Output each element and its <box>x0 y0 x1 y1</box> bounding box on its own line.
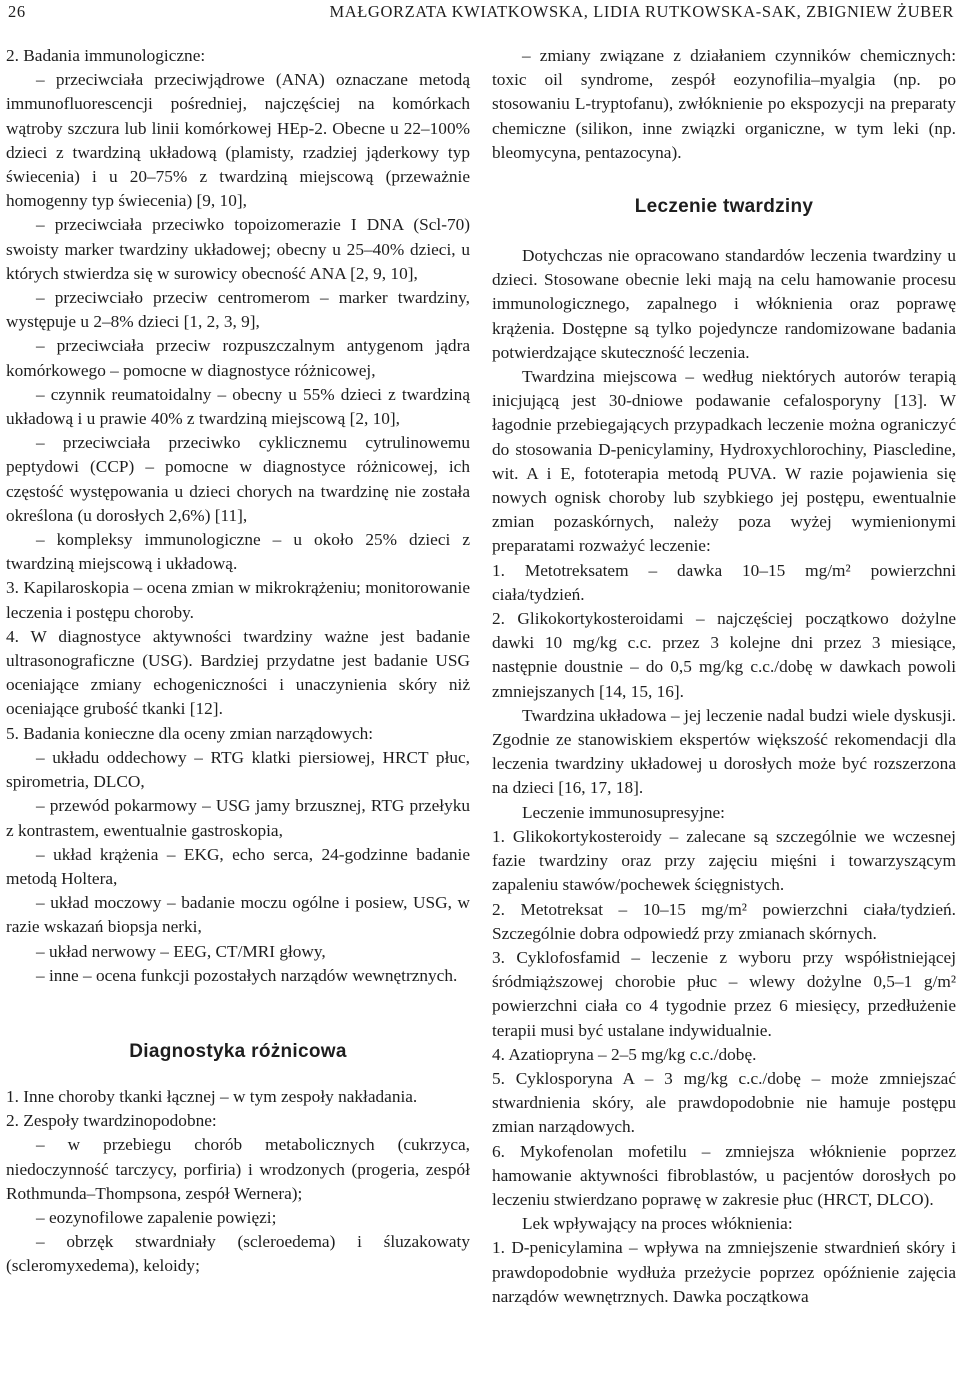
paragraph: 4. W diagnostyce aktywności twardziny ważne jest badanie ultrasonograficzne (USG). Bardziej przydatne jest badanie USG oceniające zmiany echogeniczności i unaczynienia skóry niż oceniające grubość tkanki [12]. <box>6 626 470 719</box>
section-heading: Diagnostyka różnicowa <box>129 1040 347 1062</box>
list-item: – przewód pokarmowy – USG jamy brzusznej, RTG przełyku z kontrastem, ewentualnie gastroskopia, <box>6 796 470 840</box>
list-item: – inne – ocena funkcji pozostałych narządów wewnętrznych. <box>36 965 458 985</box>
list-item: – układu oddechowy – RTG klatki piersiowej, HRCT płuc, spirometria, DLCO, <box>6 747 470 792</box>
list-item: 1. D-penicylamina – wpływa na zmniejszenie stwardnień skóry i prawdopodobnie wydłuża przeżycie poprzez opóźnienie zajęcia narządów wewnętrznych. Dawka początkowa <box>492 1238 956 1306</box>
left-column <box>6 44 470 1279</box>
list-item: 3. Cyklofosfamid – leczenie z wyboru przy współistniejącej śródmiąższowej chorobie płuc – wlewy dożylne 0,5–1 g/m² powierzchni ciała co 4 tygodnie przez 6 miesięcy, przedłużenie terapii musi być ustalane indywidualnie. <box>492 947 956 1040</box>
list-item: 2. Glikokortykosteroidami – najczęściej początkowo dożylne dawki 10 mg/kg c.c. przez 3 kolejne dni przez 3 miesiące, następnie doustnie – do 0,5 mg/kg c.c./dobę w dawkach powoli zmniejszanych [14, 15, 16]. <box>492 609 956 701</box>
running-header <box>8 2 954 24</box>
paragraph: 2. Zespoły twardzinopodobne: <box>6 1111 217 1131</box>
list-item: 1. Glikokortykosteroidy – zalecane są szczególnie we wczesnej fazie twardziny oraz przy zajęciu mięśni i towarzyszącym zapaleniu stawów/pochewek ścięgnistych. <box>492 826 956 895</box>
list-item: – czynnik reumatoidalny – obecny u 55% dzieci z twardziną układową i u prawie 40% z twardziną miejscową [2, 10], <box>6 384 470 429</box>
section-heading: Leczenie twardziny <box>634 196 814 218</box>
list-item: – kompleksy immunologiczne – u około 25% dzieci z twardziną miejscową i układową. <box>6 530 470 574</box>
paragraph: Dotychczas nie opracowano standardów leczenia twardziny u dzieci. Stosowane obecnie leki mają na celu hamowanie procesu immunologicznego, zapalnego i włóknienia oraz poprawę krążenia. Dostępne są tylko pojedyncze randomizowane badania potwierdzające skuteczność leczenia. <box>492 246 956 362</box>
list-item: – przeciwciała przeciw rozpuszczalnym antygenom jądra komórkowego – pomocne w diagnostyce różnicowej, <box>6 336 470 380</box>
list-item: – w przebiegu chorób metabolicznych (cukrzyca, niedoczynność tarczycy, porfiria) i wrodzonych (progeria, zespół Rothmunda–Thompsona, zespół Wernera); <box>6 1135 470 1203</box>
list-item: 1. Metotreksatem – dawka 10–15 mg/m² powierzchni ciała/tydzień. <box>492 560 956 604</box>
list-item: – układ moczowy – badanie moczu ogólne i posiew, USG, w razie wskazań biopsja nerki, <box>6 893 470 937</box>
paragraph: Lek wpływający na proces włóknienia: <box>522 1214 793 1234</box>
list-item: – układ nerwowy – EEG, CT/MRI głowy, <box>36 941 326 961</box>
page-number: 26 <box>8 2 26 21</box>
list-item: – zmiany związane z działaniem czynników chemicznych: toxic oil syndrome, zespół eozynofilia–myalgia (np. po stosowaniu L-tryptofanu), zwłóknienie po ekspozycji na preparaty chemiczne (silikon, inne związki organiczne, w tym leki (np. bleomycyna, pentazocyna). <box>492 46 956 162</box>
list-item: 4. Azatiopryna – 2–5 mg/kg c.c./dobę. <box>492 1044 757 1064</box>
list-item: – przeciwciała przeciwjądrowe (ANA) oznaczane metodą immunofluorescencji pośredniej, najczęściej na komórkach wątroby szczura lub linii komórkowej HEp-2. Obecne u 22–100% dzieci z twardziną układową (plamisty, rzadziej jąderkowy typ świecenia) i u 20–75% z twardziną miejscową (przeważnie homogenny typ świecenia) [9, 10], <box>6 70 470 211</box>
paragraph: 1. Inne choroby tkanki łącznej – w tym zespoły nakładania. <box>6 1086 418 1106</box>
list-item: – przeciwciała przeciwko topoizomerazie I DNA (Scl-70) swoisty marker twardziny układowej; obecny u 25–40% dzieci, u których stwierdza się w surowicy obecność ANA [2, 9, 10], <box>6 215 470 283</box>
right-column <box>492 44 956 1309</box>
list-item: – przeciwciała przeciwko cyklicznemu cytrulinowemu peptydowi (CCP) – pomocne w diagnostyce różnicowej, ich częstość występowania u dzieci chorych na twardzinę nie została określona (u dorosłych 2,6%) [11], <box>6 433 470 525</box>
list-item: 6. Mykofenolan mofetilu – zmniejsza włóknienie poprzez hamowanie aktywności fibroblastów, u pacjentów dorosłych po leczeniu stwierdzano poprawę w zakresie płuc (HRCT, DLCO). <box>492 1141 956 1209</box>
paragraph: 5. Badania konieczne dla oceny zmian narządowych: <box>6 723 374 743</box>
list-item: – przeciwciało przeciw centromerom – marker twardziny, występuje u 2–8% dzieci [1, 2, 3, 9], <box>6 288 470 332</box>
list-item: 5. Cyklosporyna A – 3 mg/kg c.c./dobę – może zmniejszać stwardnienia skóry, ale prawdopodobnie nie hamuje postępu zmian narządowych. <box>492 1068 956 1137</box>
list-item: 2. Metotreksat – 10–15 mg/m² powierzchni ciała/tydzień. Szczególnie dobra odpowiedź przy zmianach skórnych. <box>492 899 956 943</box>
paragraph: Twardzina miejscowa – według niektórych autorów terapią inicjującą jest 30-dniowe podawanie cefalosporyny [13]. W łagodnie przebiegających przypadkach leczenie można ograniczyć do stosowania D-penicylaminy, Hydroxychlorochiny, Piascledine, wit. A i E, fototerapia metodą PUVA. W razie pojawienia się nowych ognisk choroby lub szybkiego jej postępu, ewentualnie zmian pozaskórnych, należy poza wyżej wymienionymi preparatami rozważyć leczenie: <box>492 367 956 556</box>
paragraph: 2. Badania immunologiczne: <box>6 46 206 65</box>
paragraph: Leczenie immunosupresyjne: <box>522 802 725 822</box>
running-header-authors: MAŁGORZATA KWIATKOWSKA, LIDIA RUTKOWSKA-SAK, ZBIGNIEW ŻUBER <box>329 2 954 21</box>
list-item: – obrzęk stwardniały (scleroedema) i śluzakowaty (scleromyxedema), keloidy; <box>6 1232 470 1276</box>
list-item: – układ krążenia – EKG, echo serca, 24-godzinne badanie metodą Holtera, <box>6 844 470 888</box>
paragraph: 3. Kapilaroskopia – ocena zmian w mikrokrążeniu; monitorowanie leczenia i postępu choroby. <box>6 578 470 622</box>
paragraph: Twardzina układowa – jej leczenie nadal budzi wiele dyskusji. Zgodnie ze stanowiskiem ekspertów większość rekomendacji dla leczenia twardziny układowej u dorosłych może być rozszerzona na dzieci [16, 17, 18]. <box>492 705 956 798</box>
list-item: – eozynofilowe zapalenie powięzi; <box>36 1207 277 1227</box>
